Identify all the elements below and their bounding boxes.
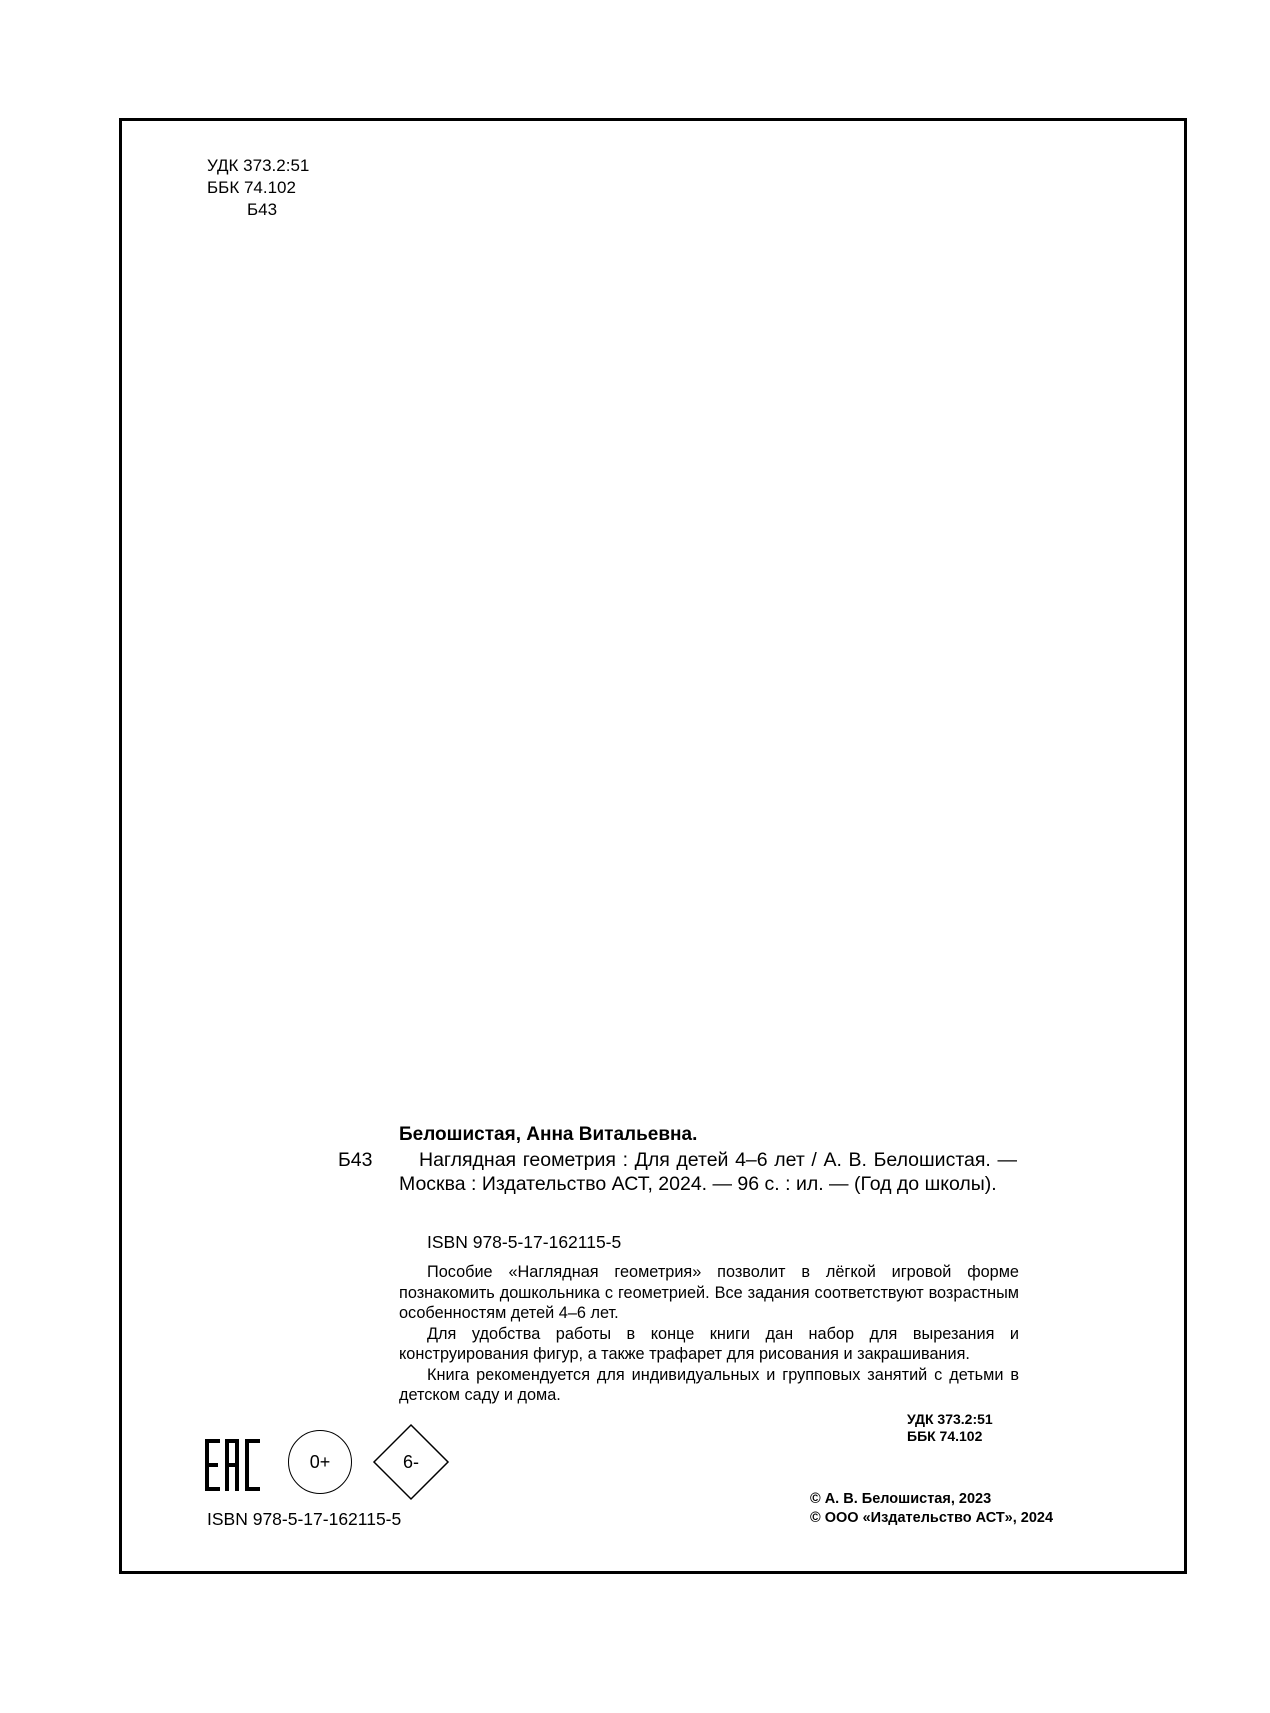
bottom-udk-code: УДК 373.2:51 bbox=[907, 1411, 993, 1427]
copyright-publisher: © ООО «Издательство АСТ», 2024 bbox=[810, 1510, 1054, 1526]
card-bibliographic-description: Наглядная геометрия : Для детей 4–6 лет / А. В. Белошистая. — Москва : Издательство АСТ, 2024. — 96 с. : ил. — (Год до школы). bbox=[399, 1149, 1017, 1195]
card-isbn: ISBN 978-5-17-162115-5 bbox=[427, 1232, 622, 1252]
author-mark: Б43 bbox=[247, 200, 278, 219]
annotation-paragraph: Пособие «Наглядная геометрия» позволит в лёгкой игровой форме познакомить дошкольника с геометрией. Все задания соответствуют возрастным особенностям детей 4–6 лет. bbox=[399, 1263, 1019, 1322]
annotation-paragraph: Для удобства работы в конце книги дан набор для вырезания и конструирования фигур, а также трафарет для рисования и закрашивания. bbox=[399, 1324, 1019, 1363]
card-annotation bbox=[399, 1262, 1019, 1406]
annotation-paragraph: Книга рекомендуется для индивидуальных и групповых занятий с детьми в детском саду и дома. bbox=[399, 1365, 1019, 1404]
age-rating-circle bbox=[288, 1430, 352, 1494]
bottom-bbk-code: ББК 74.102 bbox=[907, 1428, 983, 1444]
card-author-mark: Б43 bbox=[338, 1149, 373, 1171]
age-rating-text: 0+ bbox=[309, 1451, 331, 1472]
copyright-notices bbox=[810, 1490, 1053, 1528]
bottom-isbn: ISBN 978-5-17-162115-5 bbox=[207, 1509, 402, 1529]
card-author: Белошистая, Анна Витальевна. bbox=[399, 1124, 698, 1145]
udk-code: УДК 373.2:51 bbox=[207, 156, 310, 175]
copyright-author: © А. В. Белошистая, 2023 bbox=[810, 1491, 992, 1507]
bbk-code: ББК 74.102 bbox=[207, 178, 296, 197]
age-diamond-text: 6- bbox=[402, 1451, 419, 1472]
bottom-classification-codes bbox=[907, 1411, 993, 1445]
eac-logo-icon bbox=[204, 1435, 262, 1493]
top-classification-codes bbox=[207, 155, 309, 221]
age-diamond-mark bbox=[371, 1422, 451, 1502]
